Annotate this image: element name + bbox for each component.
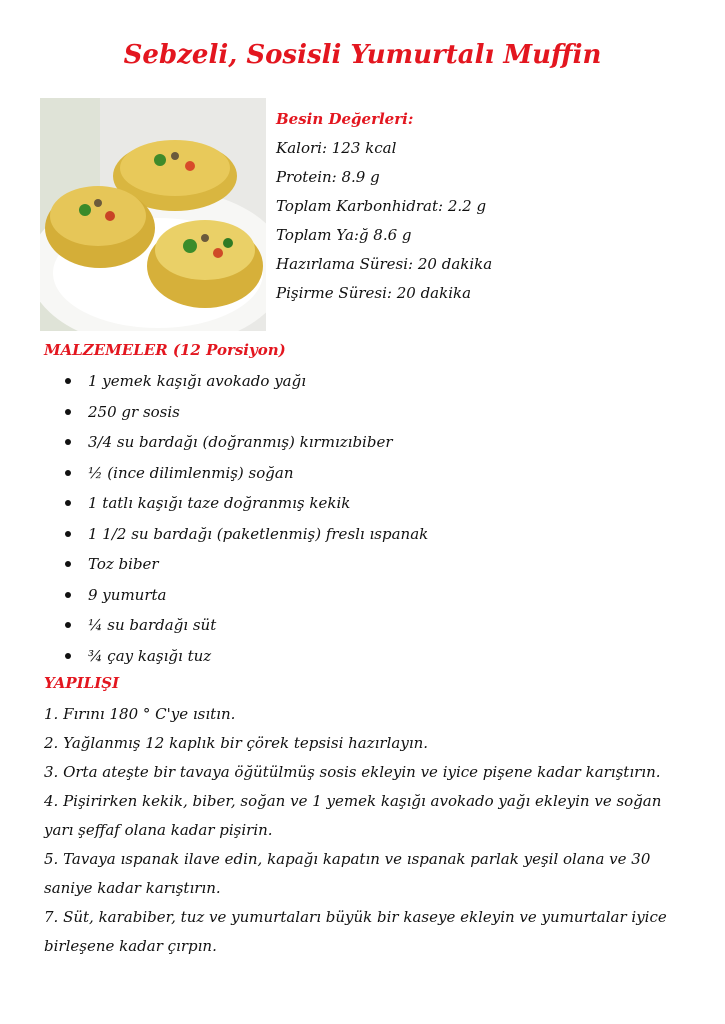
ingredient-text: ½ (ince dilimlenmiş) soğan — [88, 463, 294, 482]
bullet-icon — [65, 531, 71, 537]
nutrition-fat: Toplam Ya:ğ 8.6 g — [276, 226, 412, 244]
list-item — [44, 582, 428, 613]
list-item — [44, 551, 428, 582]
ingredient-text: 9 yumurta — [88, 585, 167, 604]
step-item: 1. Fırını 180 ° C'ye ısıtın. — [44, 705, 236, 723]
ingredient-text: 1 1/2 su bardağı (paketlenmiş) freslı ıspanak — [88, 524, 429, 543]
method-header: YAPILIŞI — [44, 674, 120, 692]
bullet-icon — [65, 470, 71, 476]
list-item — [44, 429, 428, 460]
bullet-icon — [65, 439, 71, 445]
method-steps — [44, 700, 684, 961]
ingredient-text: 1 tatlı kaşığı taze doğranmış kekik — [88, 494, 351, 512]
list-item — [44, 460, 428, 491]
step-item: 5. Tavaya ıspanak ilave edin, kapağı kapatın ve ıspanak parlak yeşil olana ve 30 saniye kadar karıştırın. — [44, 850, 651, 897]
bullet-icon — [65, 409, 71, 415]
recipe-title: Sebzeli, Sosisli Yumurtalı Muffin — [123, 40, 602, 70]
ingredient-text: 1 yemek kaşığı avokado yağı — [88, 372, 307, 390]
bullet-icon — [65, 561, 71, 567]
bullet-icon — [65, 592, 71, 598]
ingredients-header: MALZEMELER (12 Porsiyon) — [44, 341, 286, 359]
nutrition-protein: Protein: 8.9 g — [276, 168, 380, 186]
nutrition-calories: Kalori: 123 kcal — [276, 139, 397, 157]
list-item — [44, 643, 428, 674]
list-item — [44, 612, 428, 643]
ingredients-list — [44, 368, 428, 673]
bullet-icon — [65, 500, 71, 506]
muffin-illustration — [40, 98, 266, 331]
muffin-photo — [40, 98, 266, 331]
nutrition-panel — [276, 108, 492, 311]
nutrition-prep-time: Hazırlama Süresi: 20 dakika — [276, 255, 493, 273]
step-item: 2. Yağlanmış 12 kaplık bir çörek tepsisi hazırlayın. — [44, 734, 429, 752]
ingredient-text: Toz biber — [88, 555, 159, 573]
ingredient-text: ¾ çay kaşığı tuz — [88, 646, 212, 665]
nutrition-header: Besin Değerleri: — [276, 110, 414, 128]
bullet-icon — [65, 622, 71, 628]
bullet-icon — [65, 653, 71, 659]
ingredient-text: 3/4 su bardağı (doğranmış) kırmızıbiber — [88, 433, 393, 451]
list-item — [44, 399, 428, 430]
nutrition-carbs: Toplam Karbonhidrat: 2.2 g — [276, 197, 487, 215]
step-item: 4. Pişirirken kekik, biber, soğan ve 1 yemek kaşığı avokado yağı ekleyin ve soğan yarı şeffaf olana kadar pişirin. — [44, 792, 662, 839]
nutrition-cook-time: Pişirme Süresi: 20 dakika — [276, 284, 472, 302]
step-item: 7. Süt, karabiber, tuz ve yumurtaları büyük bir kaseye ekleyin ve yumurtalar iyice birleşene kadar çırpın. — [44, 908, 667, 955]
ingredient-text: 250 gr sosis — [88, 402, 180, 421]
list-item — [44, 368, 428, 399]
ingredient-text: ¼ su bardağı süt — [88, 616, 217, 634]
step-item: 3. Orta ateşte bir tavaya öğütülmüş sosis ekleyin ve iyice pişene kadar karıştırın. — [44, 763, 661, 781]
list-item — [44, 521, 428, 552]
bullet-icon — [65, 378, 71, 384]
list-item — [44, 490, 428, 521]
